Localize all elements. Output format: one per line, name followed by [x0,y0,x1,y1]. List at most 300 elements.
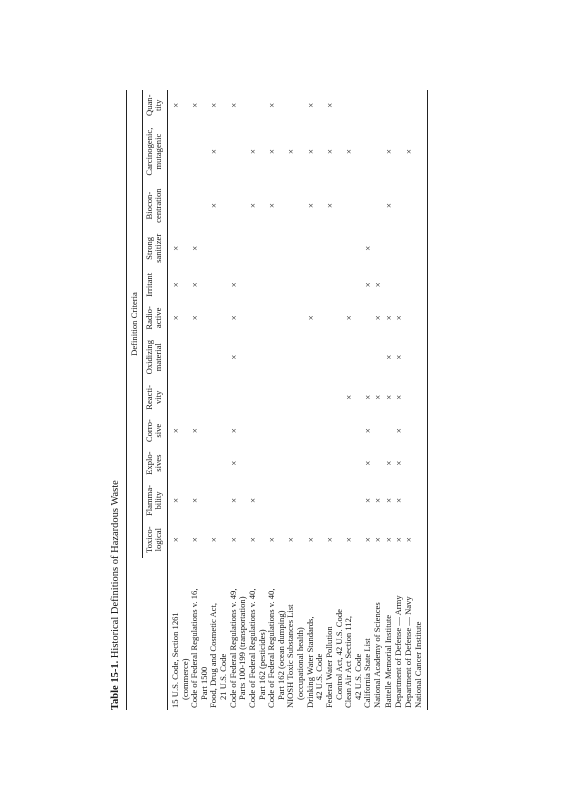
criteria-cell [325,334,344,380]
criteria-cell [209,447,228,480]
source-cell [267,558,286,710]
criteria-cell [248,121,267,183]
criteria-mark: × [170,245,181,251]
column-header-line: bility [153,491,164,510]
criteria-cell [344,334,363,380]
criteria-cell [384,121,394,183]
column-header [142,521,167,558]
table-caption-label: Table 15-1. [110,660,121,710]
criteria-cell [325,183,344,229]
criteria-cell [394,447,404,480]
criteria-cell [384,447,394,480]
criteria-cell [404,415,414,447]
criteria-mark: × [393,354,404,360]
criteria-cell [373,521,383,558]
criteria-cell [363,268,373,301]
criteria-cell [267,447,286,480]
criteria-cell [363,415,373,447]
criteria-cell [344,183,363,229]
criteria-cell [209,90,228,121]
criteria-mark: × [363,282,374,288]
column-header-line: logical [153,528,164,552]
criteria-cell [190,380,209,414]
criteria-cell [414,121,428,183]
source-text: (commerce) [179,658,190,700]
criteria-cell [167,480,190,522]
criteria-cell [394,380,404,414]
criteria-cell [306,90,325,121]
criteria-cell [306,380,325,414]
criteria-cell [190,229,209,269]
column-header-line: Explo- [143,451,154,475]
criteria-mark: × [247,149,258,155]
criteria-cell [344,229,363,269]
criteria-cell [394,268,404,301]
criteria-cell [394,183,404,229]
source-text: National Cancer Institute [412,621,423,708]
criteria-mark: × [383,315,394,321]
column-header [142,447,167,480]
criteria-cell [286,183,305,229]
source-text: 15 U.S. Code, Section 1261 [169,612,180,708]
source-text: Department of Defense — Army [392,595,403,708]
criteria-mark: × [383,203,394,209]
criteria-mark: × [324,203,335,209]
column-header-line: Toxico- [143,526,154,554]
criteria-cell [248,334,267,380]
criteria-mark: × [209,149,220,155]
criteria-mark: × [383,394,394,400]
criteria-cell [344,268,363,301]
criteria-mark: × [373,315,384,321]
column-header-line: material [153,343,164,372]
column-header [142,380,167,414]
criteria-cell [414,268,428,301]
criteria-cell [248,301,267,334]
criteria-mark: × [228,315,239,321]
criteria-cell [267,380,286,414]
criteria-mark: × [190,282,201,288]
criteria-cell [229,90,248,121]
criteria-cell [209,334,228,380]
criteria-cell [363,121,373,183]
criteria-cell [248,90,267,121]
criteria-cell [344,480,363,522]
criteria-cell [373,380,383,414]
table-body [167,90,428,710]
column-header-line: Irritant [143,272,154,297]
criteria-mark: × [228,460,239,466]
criteria-cell [394,480,404,522]
criteria-cell [267,229,286,269]
criteria-cell [325,301,344,334]
criteria-cell [384,229,394,269]
column-header [142,301,167,334]
criteria-cell [306,229,325,269]
source-cell [306,558,325,710]
criteria-cell [190,415,209,447]
criteria-cell [325,480,344,522]
criteria-cell [167,447,190,480]
criteria-cell [404,90,414,121]
criteria-cell [325,447,344,480]
criteria-cell [267,301,286,334]
criteria-cell [306,521,325,558]
criteria-cell [394,90,404,121]
criteria-mark: × [228,497,239,503]
criteria-mark: × [228,537,239,543]
column-header-line: vity [153,390,164,405]
criteria-cell [306,301,325,334]
criteria-cell [344,121,363,183]
criteria-mark: × [363,537,374,543]
criteria-mark: × [393,428,404,434]
criteria-cell [167,380,190,414]
criteria-cell [286,334,305,380]
criteria-cell [167,121,190,183]
criteria-cell [384,301,394,334]
group-header-row [127,90,143,710]
group-header-definition-criteria: Definition Criteria [127,90,143,558]
criteria-cell [384,90,394,121]
criteria-cell [267,334,286,380]
criteria-mark: × [286,537,297,543]
criteria-cell [363,334,373,380]
source-text: Battelle Memorial Institute [382,614,393,708]
column-header-line: Corro- [143,419,154,443]
criteria-mark: × [403,537,414,543]
criteria-cell [209,380,228,414]
criteria-mark: × [170,315,181,321]
criteria-mark: × [305,315,316,321]
column-header [142,268,167,301]
criteria-cell [373,121,383,183]
criteria-cell [167,268,190,301]
source-text: Part 162 (ocean dumping) [275,610,286,700]
column-header [142,183,167,229]
criteria-cell [404,480,414,522]
criteria-cell [306,183,325,229]
criteria-mark: × [228,102,239,108]
criteria-cell [414,447,428,480]
criteria-mark: × [324,537,335,543]
criteria-cell [248,183,267,229]
column-header-line: Radio- [143,306,154,330]
criteria-mark: × [190,245,201,251]
criteria-cell [384,521,394,558]
criteria-cell [190,447,209,480]
column-header-row [142,90,167,710]
criteria-cell [229,121,248,183]
criteria-cell [286,415,305,447]
criteria-mark: × [190,537,201,543]
criteria-cell [363,480,373,522]
source-cell [414,558,428,710]
criteria-cell [229,480,248,522]
criteria-mark: × [363,428,374,434]
criteria-mark: × [305,102,316,108]
criteria-cell [325,268,344,301]
criteria-mark: × [209,537,220,543]
criteria-cell [373,183,383,229]
criteria-cell [209,480,228,522]
criteria-cell [384,415,394,447]
criteria-mark: × [363,394,374,400]
table-row [404,90,414,710]
criteria-cell [248,480,267,522]
criteria-cell [229,183,248,229]
criteria-mark: × [393,497,404,503]
criteria-mark: × [324,149,335,155]
criteria-cell [325,415,344,447]
criteria-mark: × [373,394,384,400]
source-text: Parts 100-199 (transportation) [237,596,248,700]
source-text: National Academy of Sciences [372,602,383,708]
criteria-cell [414,521,428,558]
column-header-line: centration [153,188,164,223]
criteria-cell [414,90,428,121]
hazardous-waste-definitions-table [126,90,428,710]
criteria-cell [344,415,363,447]
criteria-cell [190,268,209,301]
criteria-mark: × [170,497,181,503]
source-cell [325,558,344,710]
criteria-mark: × [170,282,181,288]
criteria-cell [267,268,286,301]
criteria-mark: × [228,282,239,288]
table-row [190,90,209,710]
criteria-cell [190,301,209,334]
criteria-mark: × [344,315,355,321]
criteria-cell [248,268,267,301]
criteria-cell [306,415,325,447]
criteria-cell [229,447,248,480]
source-text: Food, Drug and Cosmetic Act, [208,602,219,708]
source-header-blank [127,558,143,710]
source-cell [248,558,267,710]
criteria-cell [384,268,394,301]
column-header [142,90,167,121]
criteria-cell [414,380,428,414]
column-header [142,334,167,380]
criteria-cell [306,268,325,301]
source-cell [344,558,363,710]
criteria-cell [373,334,383,380]
column-header [142,229,167,269]
criteria-mark: × [393,394,404,400]
criteria-mark: × [393,460,404,466]
criteria-mark: × [190,428,201,434]
criteria-cell [306,447,325,480]
criteria-cell [414,415,428,447]
column-header-line: Oxidizing [143,340,154,375]
criteria-cell [267,121,286,183]
criteria-cell [344,301,363,334]
source-text: NIOSH Toxic Substances List [285,604,296,708]
criteria-cell [229,521,248,558]
criteria-mark: × [383,149,394,155]
criteria-mark: × [286,149,297,155]
criteria-mark: × [305,537,316,543]
source-text: Department of Defense — Navy [402,596,413,708]
criteria-cell [344,380,363,414]
criteria-mark: × [383,354,394,360]
criteria-cell [190,480,209,522]
criteria-cell [167,183,190,229]
criteria-mark: × [373,537,384,543]
criteria-cell [404,121,414,183]
table-row [306,90,325,710]
criteria-mark: × [373,497,384,503]
source-text: Control Act, 42 U.S. Code [333,609,344,700]
criteria-cell [363,90,373,121]
column-header-line: Strong [143,236,154,260]
criteria-cell [373,480,383,522]
criteria-mark: × [383,497,394,503]
criteria-cell [267,521,286,558]
source-text: Part 1500 [198,666,209,700]
criteria-cell [373,268,383,301]
criteria-cell [167,301,190,334]
criteria-cell [373,415,383,447]
table-row [325,90,344,710]
source-text: 42 U.S. Code [314,653,325,700]
criteria-cell [209,268,228,301]
criteria-cell [167,334,190,380]
criteria-mark: × [247,203,258,209]
column-header-line: Reacti- [143,384,154,410]
criteria-cell [267,90,286,121]
criteria-cell [248,415,267,447]
criteria-cell [209,121,228,183]
criteria-cell [267,480,286,522]
criteria-cell [286,480,305,522]
criteria-cell [363,380,373,414]
criteria-cell [404,183,414,229]
column-header [142,415,167,447]
criteria-mark: × [190,497,201,503]
criteria-cell [286,301,305,334]
criteria-cell [190,90,209,121]
criteria-mark: × [247,537,258,543]
criteria-mark: × [363,497,374,503]
criteria-cell [384,183,394,229]
source-column-header [142,558,167,710]
criteria-mark: × [393,315,404,321]
criteria-cell [325,90,344,121]
criteria-cell [394,334,404,380]
criteria-cell [209,183,228,229]
criteria-cell [286,447,305,480]
criteria-cell [404,521,414,558]
criteria-mark: × [170,102,181,108]
criteria-cell [229,301,248,334]
criteria-cell [209,415,228,447]
criteria-cell [190,121,209,183]
source-cell [229,558,248,710]
criteria-cell [248,447,267,480]
criteria-cell [394,415,404,447]
criteria-cell [404,301,414,334]
criteria-mark: × [209,203,220,209]
criteria-cell [404,380,414,414]
criteria-mark: × [344,149,355,155]
criteria-cell [363,521,373,558]
criteria-mark: × [344,537,355,543]
source-text: Code of Federal Regulations v. 40, [246,588,257,708]
criteria-cell [167,90,190,121]
criteria-cell [248,521,267,558]
criteria-cell [325,229,344,269]
criteria-cell [306,121,325,183]
criteria-cell [363,447,373,480]
criteria-cell [229,268,248,301]
table-header [127,90,168,710]
criteria-cell [384,380,394,414]
criteria-cell [286,90,305,121]
column-header-line: mutagenic [153,133,164,170]
column-header-line: Carcinogenic, [143,127,154,176]
criteria-cell [229,415,248,447]
table-row [344,90,363,710]
source-text: Code of Federal Regulations v. 16, [189,588,200,708]
criteria-cell [325,521,344,558]
column-header-line: Quan- [143,94,154,117]
criteria-mark: × [190,102,201,108]
criteria-mark: × [190,315,201,321]
column-header [142,121,167,183]
criteria-cell [167,229,190,269]
criteria-mark: × [383,537,394,543]
source-text: Drinking Water Standards, [304,616,315,708]
source-text: 42 U.S. Code [352,653,363,700]
criteria-cell [394,121,404,183]
table-row [286,90,305,710]
criteria-cell [414,301,428,334]
criteria-cell [190,334,209,380]
table-caption-text: Historical Definitions of Hazardous Waste [110,480,121,659]
criteria-cell [167,521,190,558]
column-header-line: sive [153,423,164,438]
criteria-cell [190,521,209,558]
criteria-cell [363,229,373,269]
criteria-cell [344,90,363,121]
source-text: 21 U.S. Code [218,653,228,700]
criteria-mark: × [305,149,316,155]
table-row [167,90,190,710]
criteria-cell [404,334,414,380]
source-text: Code of Federal Regulations v. 49, [227,588,238,708]
criteria-mark: × [324,102,335,108]
criteria-mark: × [267,149,278,155]
criteria-cell [229,229,248,269]
criteria-mark: × [228,428,239,434]
source-cell [209,558,228,710]
criteria-cell [344,521,363,558]
criteria-cell [394,229,404,269]
criteria-cell [404,229,414,269]
criteria-cell [344,447,363,480]
criteria-cell [248,380,267,414]
criteria-cell [404,268,414,301]
source-text: (occupational health) [295,627,305,700]
criteria-mark: × [267,102,278,108]
criteria-cell [373,229,383,269]
column-header-line: sives [153,454,164,472]
source-text: Clean Air Act Section 112, [343,615,354,708]
criteria-mark: × [363,460,374,466]
table-row [209,90,228,710]
